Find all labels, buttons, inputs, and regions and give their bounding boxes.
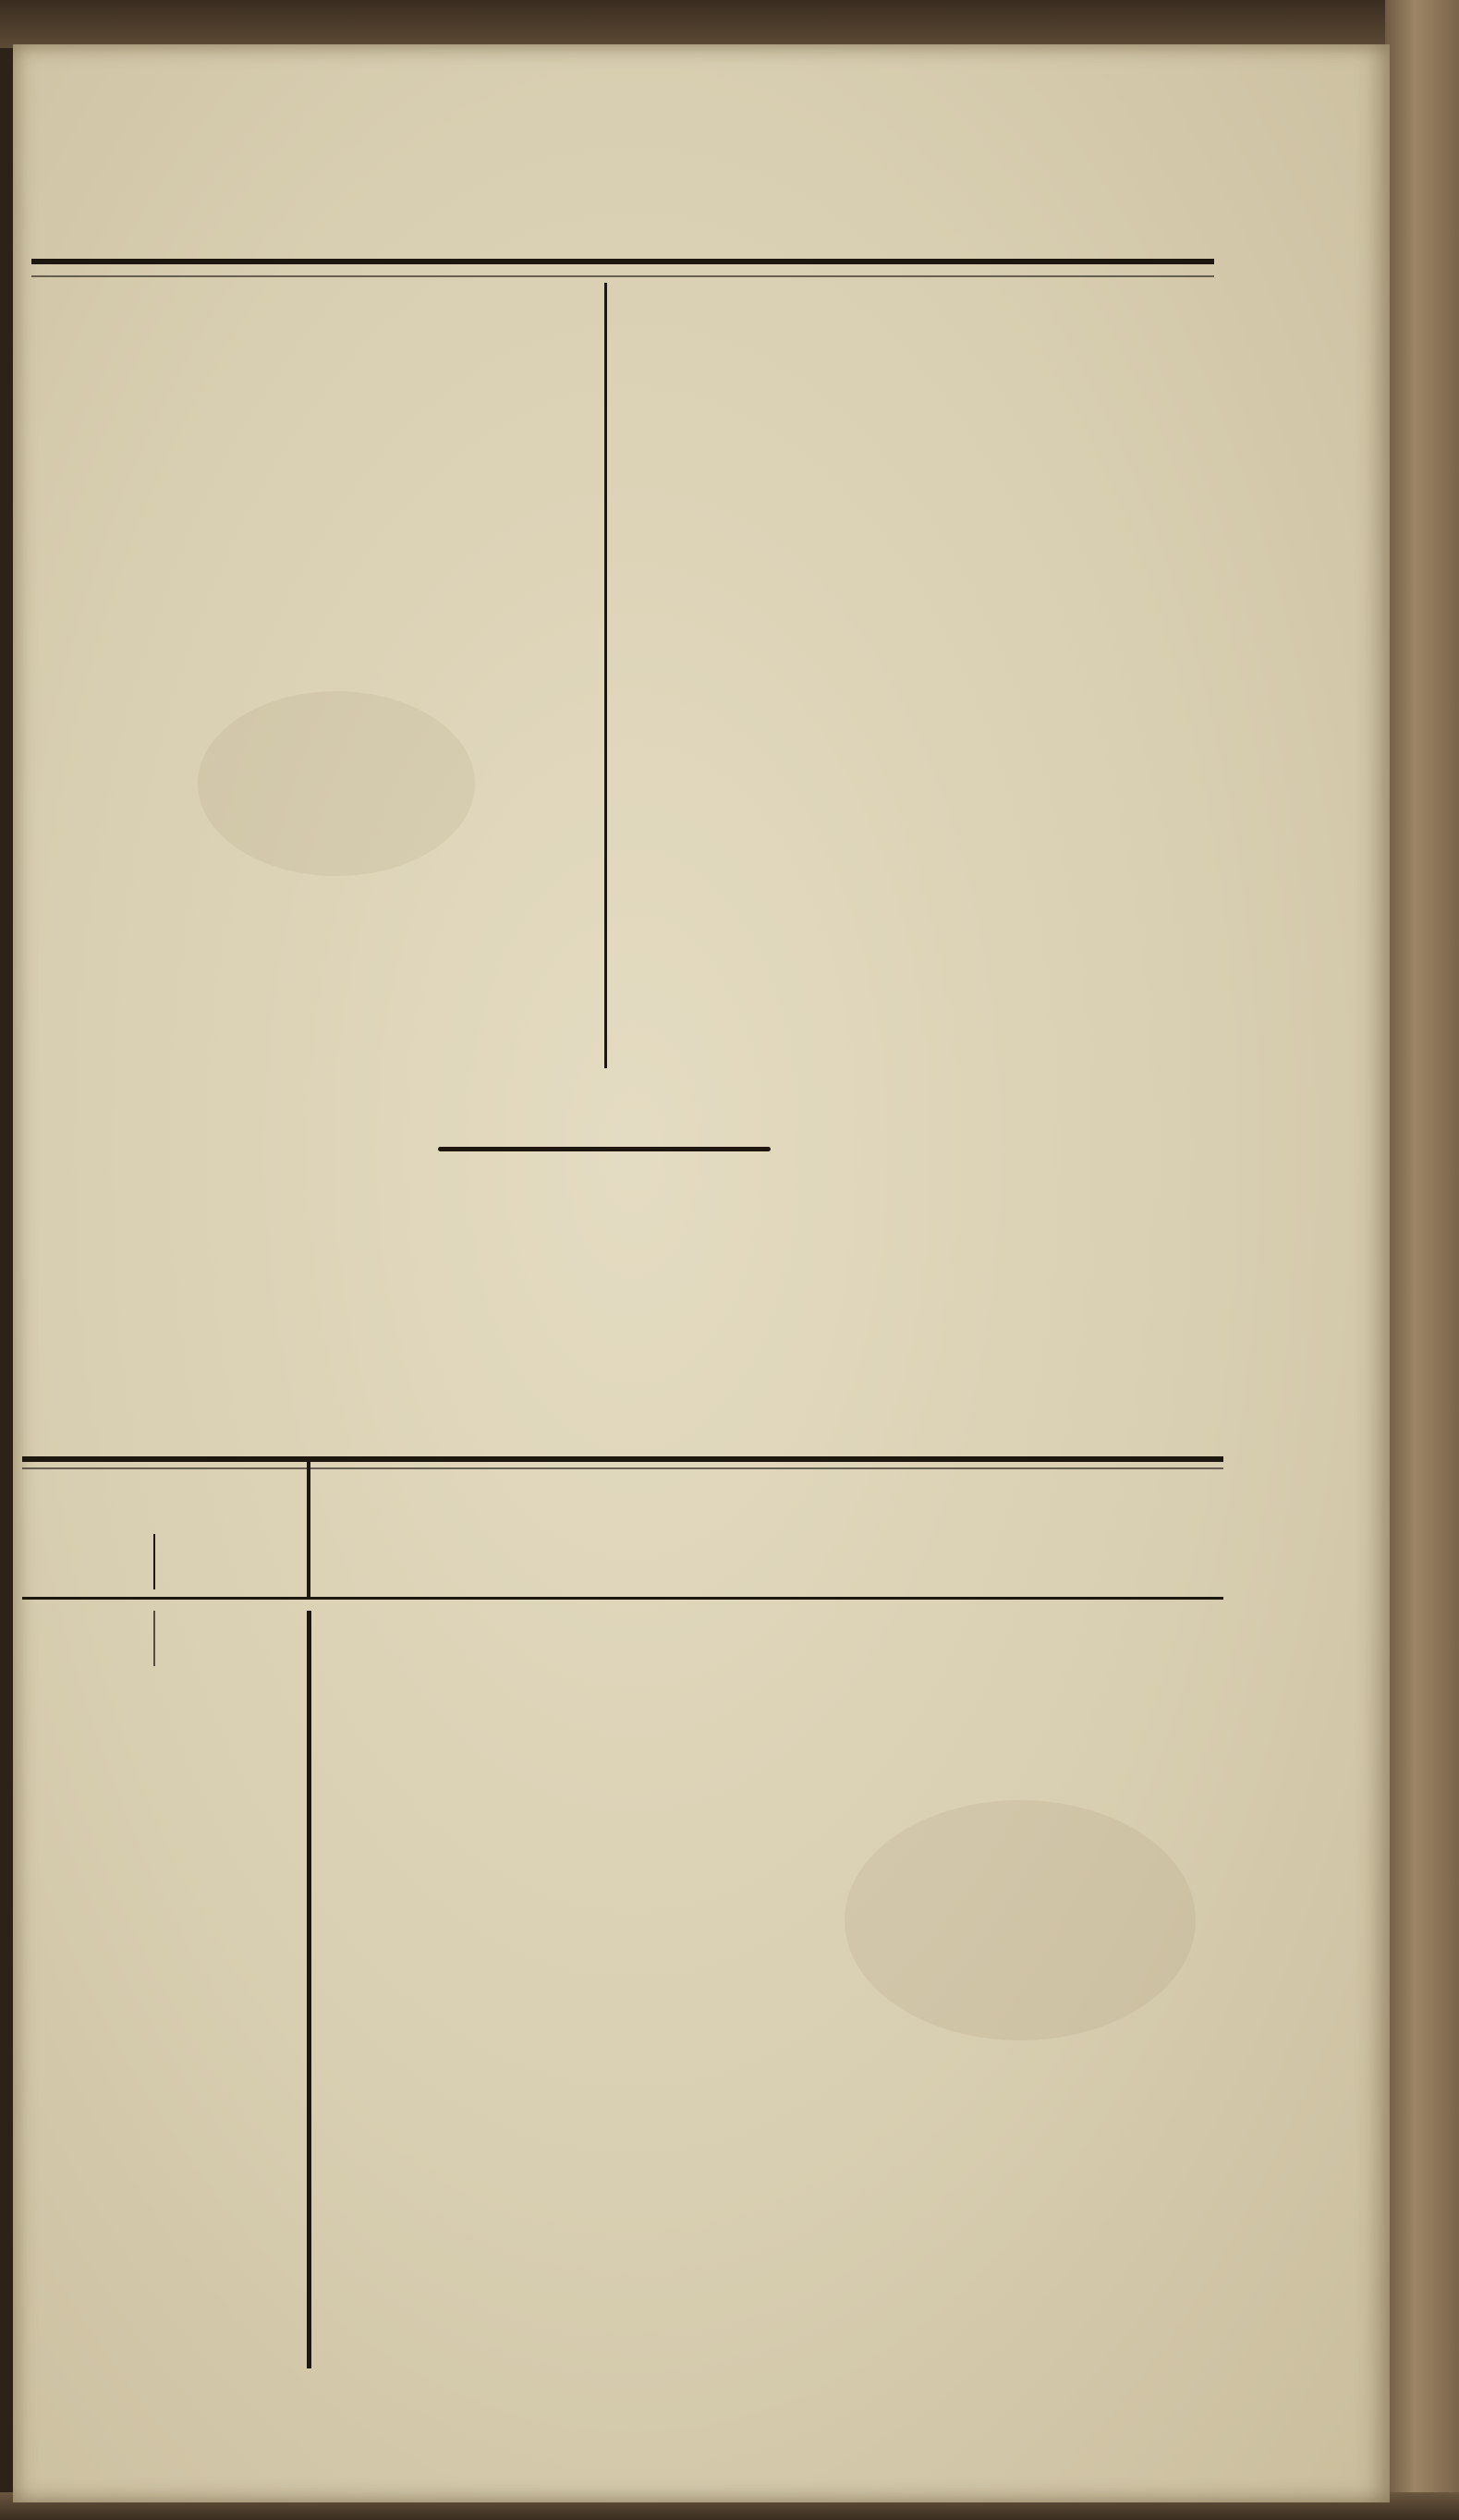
- paper-stain: [198, 691, 475, 876]
- neu-alt-divider: [153, 1534, 155, 1589]
- ornament-rule: [438, 1147, 771, 1151]
- column-divider: [604, 283, 607, 1068]
- scan-frame-top: [0, 0, 1459, 48]
- table-top-rule: [22, 1456, 1223, 1462]
- table-column-divider: [307, 1611, 311, 2368]
- header-rule: [31, 259, 1214, 264]
- book-page: [13, 44, 1390, 2502]
- header-rule-thin: [31, 275, 1214, 277]
- table-top-rule-thin: [22, 1467, 1223, 1469]
- scan-frame-right: [1385, 0, 1459, 2520]
- paper-stain: [845, 1800, 1196, 2040]
- neu-alt-divider-body: [153, 1611, 155, 1666]
- header-column-divider: [307, 1458, 310, 1597]
- table-header-rule: [22, 1597, 1223, 1600]
